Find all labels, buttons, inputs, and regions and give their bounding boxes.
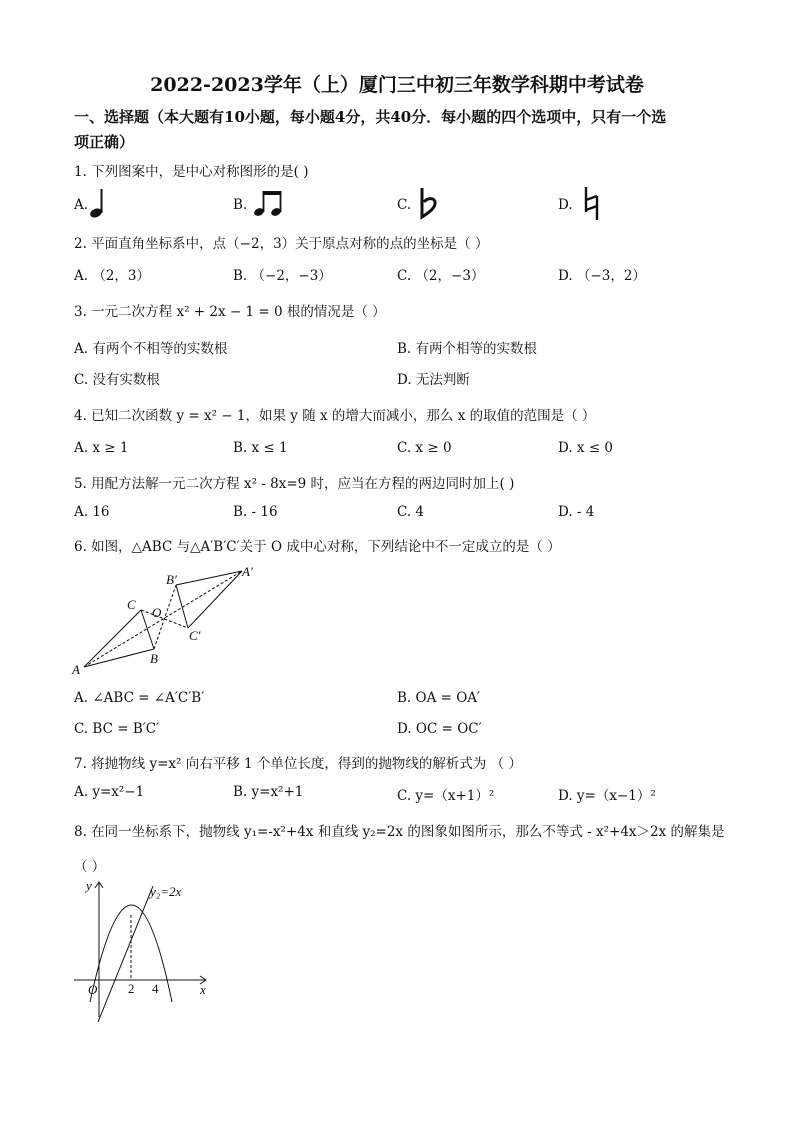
q4-option-b: B. x ≤ 1 [233, 440, 288, 456]
figure-central-symmetry [66, 560, 276, 680]
q2-option-d: D. （−3，2） [558, 268, 646, 284]
q5-option-d: D. - 4 [558, 504, 595, 520]
axis-y-label: y [86, 878, 92, 893]
q5-option-b: B. - 16 [233, 504, 278, 520]
beamed-eighth-notes-icon [253, 188, 285, 220]
section-header-cont: 项正确） [74, 133, 135, 151]
tick-2: 2 [128, 981, 135, 996]
label-a: A [72, 662, 80, 677]
q3-option-d: D. 无法判断 [397, 372, 470, 388]
question-4: 4. 已知二次函数 y = x² − 1，如果 y 随 x 的增大而减小，那么 x 的取值的范围是（ ） [74, 408, 596, 424]
label-b-prime: B′ [166, 572, 177, 587]
section-header: 一、选择题（本大题有10小题，每小题4分，共40分．每小题的四个选项中，只有一个选 [74, 108, 667, 126]
label-c-prime: C′ [189, 628, 201, 643]
q2-option-c: C. （2，−3） [397, 268, 485, 284]
q3-option-b: B. 有两个相等的实数根 [397, 341, 538, 357]
figure-parabola-line [66, 872, 226, 1028]
axis-x-label: x [200, 982, 206, 997]
label-o: O [152, 605, 162, 620]
natural-sign-icon [583, 186, 601, 222]
question-7: 7. 将抛物线 y=x² 向右平移 1 个单位长度，得到的抛物线的解析式为 （ ） [74, 756, 522, 772]
label-c: C [127, 597, 136, 612]
q7-option-c: C. y=（x+1）² [397, 788, 495, 804]
q2-option-b: B. （−2，−3） [233, 268, 332, 284]
question-2: 2. 平面直角坐标系中，点（−2，3）关于原点对称的点的坐标是（ ） [74, 236, 489, 252]
q1-option-c: C. [397, 197, 412, 213]
q6-option-a: A. ∠ABC = ∠A′C′B′ [74, 690, 205, 706]
origin-label: O [88, 982, 98, 997]
q5-option-a: A. 16 [74, 504, 110, 520]
label-b: B [150, 651, 158, 666]
question-3: 3. 一元二次方程 x² + 2x − 1 = 0 根的情况是（ ） [74, 304, 386, 320]
q4-option-d: D. x ≤ 0 [558, 440, 614, 456]
q3-option-a: A. 有两个不相等的实数根 [74, 341, 228, 357]
q6-option-d: D. OC = OC′ [397, 721, 482, 737]
question-8-bracket: （ ） [74, 859, 106, 875]
q7-option-b: B. y=x²+1 [233, 784, 304, 800]
page-title: 2022-2023学年（上）厦门三中初三年数学科期中考试卷 [150, 74, 644, 96]
q2-option-a: A. （2，3） [74, 268, 151, 284]
question-1: 1. 下列图案中，是中心对称图形的是( ) [74, 164, 309, 180]
q6-option-c: C. BC = B′C′ [74, 721, 160, 737]
q7-option-a: A. y=x²−1 [74, 784, 145, 800]
question-5: 5. 用配方法解一元二次方程 x² - 8x=9 时，应当在方程的两边同时加上( ) [74, 476, 515, 492]
q1-option-a: A. [74, 197, 89, 213]
tick-4: 4 [152, 981, 159, 996]
q3-option-c: C. 没有实数根 [74, 372, 160, 388]
q7-option-d: D. y=（x−1）² [558, 788, 656, 804]
label-a-prime: A′ [242, 564, 253, 579]
question-6: 6. 如图，△ABC 与△A′B′C′关于 O 成中心对称，下列结论中不一定成立的是（ ） [74, 539, 561, 555]
q1-option-b: B. [233, 197, 248, 213]
question-8: 8. 在同一坐标系下，抛物线 y₁=-x²+4x 和直线 y₂=2x 的图象如图所示，那么不等式 - x²+4x＞2x 的解集是 [74, 824, 725, 840]
line-label: y₂=2x [150, 884, 182, 899]
q5-option-c: C. 4 [397, 504, 425, 520]
flat-sign-icon [418, 186, 440, 220]
q1-option-d: D. [558, 197, 573, 213]
q4-option-a: A. x ≥ 1 [74, 440, 129, 456]
q6-option-b: B. OA = OA′ [397, 690, 481, 706]
quarter-note-icon [88, 186, 112, 220]
q4-option-c: C. x ≥ 0 [397, 440, 452, 456]
